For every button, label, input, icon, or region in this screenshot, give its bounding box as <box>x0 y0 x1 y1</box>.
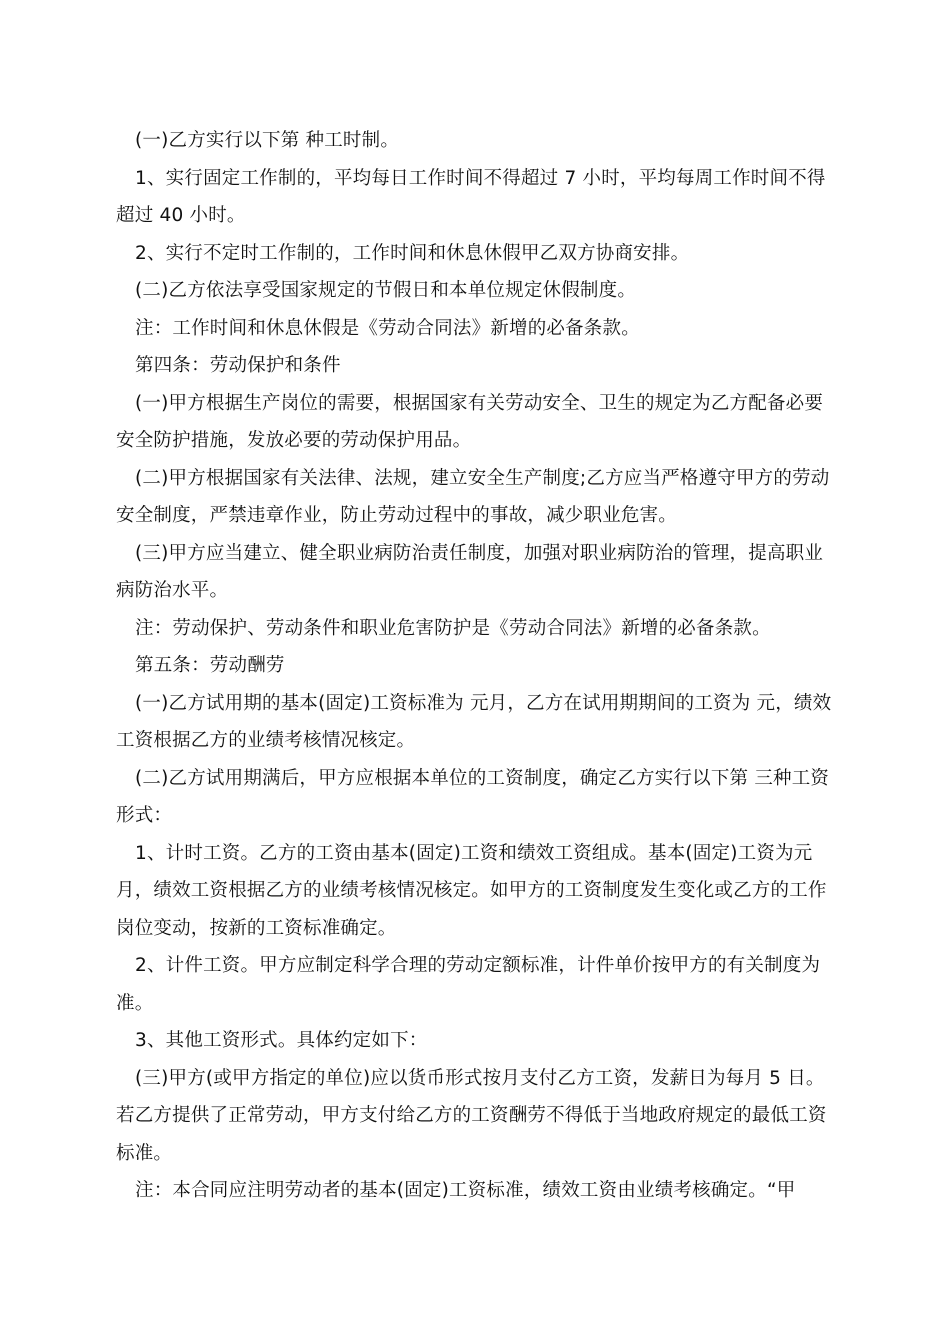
paragraph: 1、实行固定工作制的，平均每日工作时间不得超过 7 小时，平均每周工作时间不得超过 40 小时。 <box>116 167 826 226</box>
paragraph: 1、计时工资。乙方的工资由基本(固定)工资和绩效工资组成。基本(固定)工资为元月，绩效工资根据乙方的业绩考核情况核定。如甲方的工资制度发生变化或乙方的工作岗位变动，按新的工资标准确定。 <box>116 842 827 939</box>
paragraph: (二)乙方试用期满后，甲方应根据本单位的工资制度，确定乙方实行以下第 三种工资形式： <box>116 767 830 826</box>
paragraph: 3、其他工资形式。具体约定如下： <box>135 1030 428 1051</box>
paragraph: (一)乙方试用期的基本(固定)工资标准为 元月，乙方在试用期期间的工资为 元，绩效工资根据乙方的业绩考核情况核定。 <box>116 692 832 751</box>
paragraph: (一)乙方实行以下第 种工时制。 <box>135 130 400 151</box>
paragraph: (二)甲方根据国家有关法律、法规，建立安全生产制度;乙方应当严格遵守甲方的劳动安全制度，严禁违章作业，防止劳动过程中的事故，减少职业危害。 <box>116 467 830 526</box>
paragraph: (一)甲方根据生产岗位的需要，根据国家有关劳动安全、卫生的规定为乙方配备必要安全防护措施，发放必要的劳动保护用品。 <box>116 392 824 451</box>
note-paragraph: 注：劳动保护、劳动条件和职业危害防护是《劳动合同法》新增的必备条款。 <box>135 617 771 639</box>
paragraph: (二)乙方依法享受国家规定的节假日和本单位规定休假制度。 <box>135 280 637 301</box>
paragraph: 2、实行不定时工作制的，工作时间和休息休假甲乙双方协商安排。 <box>135 242 690 264</box>
section-heading: 第四条：劳动保护和条件 <box>135 355 341 376</box>
note-paragraph: 注：工作时间和休息休假是《劳动合同法》新增的必备条款。 <box>135 317 640 339</box>
paragraph: (三)甲方(或甲方指定的单位)应以货币形式按月支付乙方工资，发薪日为每月 5 日。若乙方提供了正常劳动，甲方支付给乙方的工资酬劳不得低于当地政府规定的最低工资标准。 <box>116 1067 827 1164</box>
section-heading: 第五条：劳动酬劳 <box>135 655 285 676</box>
note-paragraph: 注：本合同应注明劳动者的基本(固定)工资标准，绩效工资由业绩考核确定。“甲 <box>135 1180 796 1201</box>
document-body <box>116 122 836 1210</box>
paragraph: (三)甲方应当建立、健全职业病防治责任制度，加强对职业病防治的管理，提高职业病防治水平。 <box>116 542 824 601</box>
paragraph: 2、计件工资。甲方应制定科学合理的劳动定额标准，计件单价按甲方的有关制度为准。 <box>116 955 821 1014</box>
